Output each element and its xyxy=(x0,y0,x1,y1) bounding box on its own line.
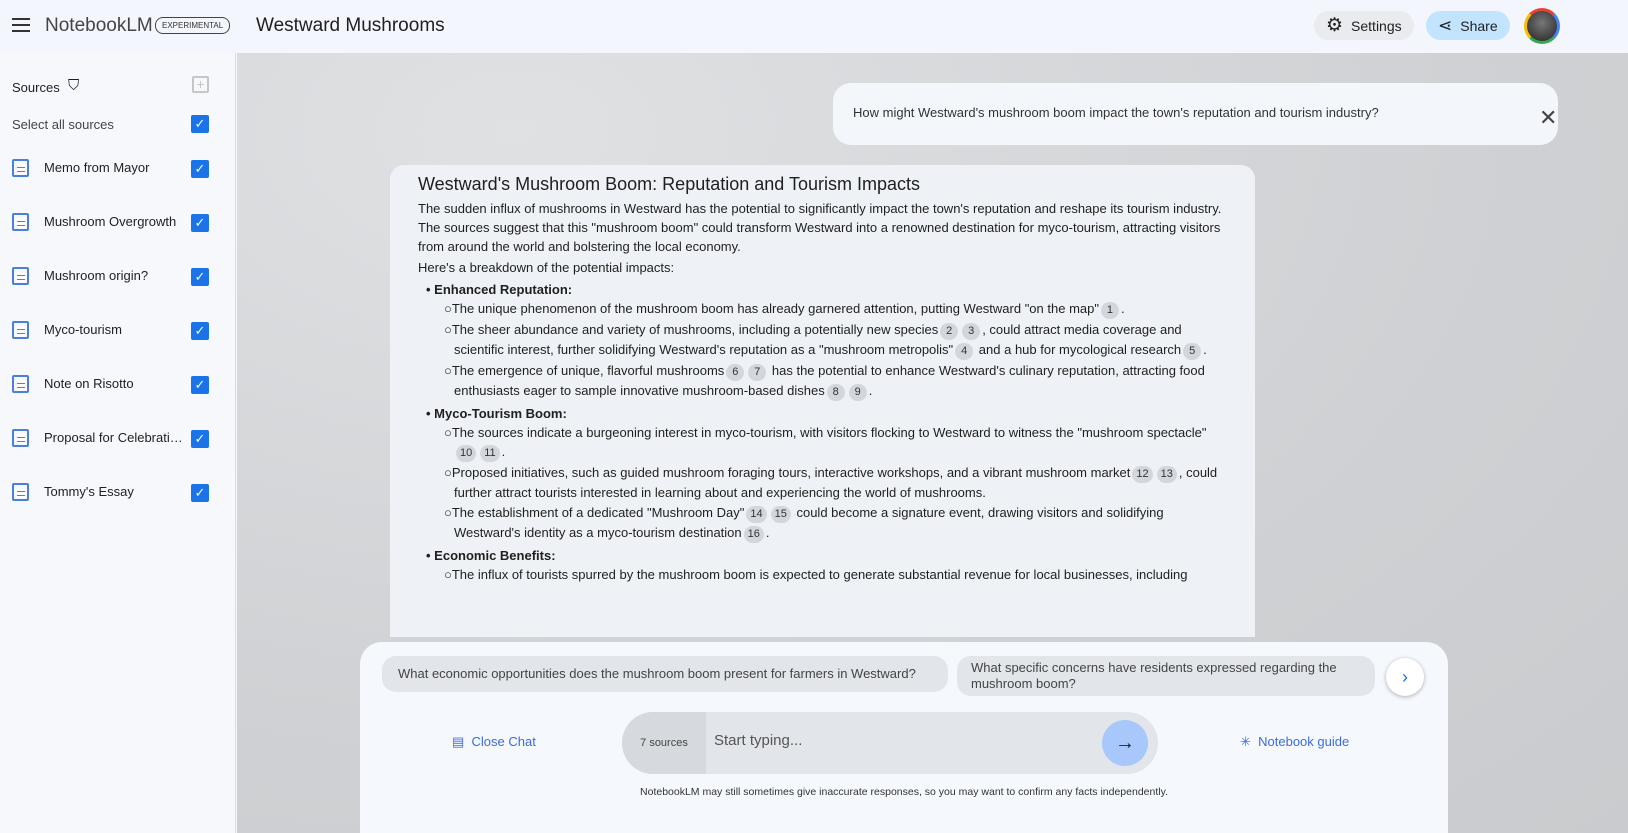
bullet-text: and a hub for mycological research xyxy=(975,342,1182,357)
citation-chip[interactable]: 13 xyxy=(1157,466,1177,483)
citation-chip[interactable]: 4 xyxy=(955,343,973,360)
source-checkbox[interactable]: ✓ xyxy=(191,322,209,340)
bullet-item: ○The sheer abundance and variety of mushrooms, including a potentially new species 2 3 , could attract media coverage and scientific interest, further solidifying Westward's reputation as a "mushroom metropolis" 4 and a hub for mycological research 5 . xyxy=(444,320,1227,360)
sparkle-icon: ✳ xyxy=(1240,734,1251,749)
bullet-text: has the potential to enhance Westward's culinary reputation, attracting food enthusiasts eager to sample innovative mushroom-based dishes xyxy=(454,363,1205,398)
bullet-text: , could attract media coverage and scientific interest, further solidifying Westward's reputation as a "mushroom metropolis" xyxy=(454,322,1182,357)
response-title: Westward's Mushroom Boom: Reputation and Tourism Impacts xyxy=(418,174,920,194)
app-logo[interactable]: NotebookLM xyxy=(45,15,153,36)
citation-chip[interactable]: 10 xyxy=(456,445,476,462)
citation-chip[interactable]: 5 xyxy=(1183,343,1201,360)
source-checkbox[interactable]: ✓ xyxy=(191,484,209,502)
bullet-item: ○The unique phenomenon of the mushroom boom has already garnered attention, putting Westward "on the map" 1 . xyxy=(444,299,1227,319)
notebook-guide-button[interactable] xyxy=(1240,734,1349,750)
section-heading-text: Economic Benefits: xyxy=(434,548,556,563)
notebook-title[interactable]: Westward Mushrooms xyxy=(256,15,445,36)
sources-sidebar xyxy=(0,53,236,833)
citation-chip[interactable]: 14 xyxy=(746,506,766,523)
citation-chip[interactable]: 16 xyxy=(744,526,764,543)
chevron-right-icon[interactable]: › xyxy=(1386,658,1424,696)
citation-chip[interactable]: 15 xyxy=(771,506,791,523)
citation-chip[interactable]: 8 xyxy=(827,384,845,401)
bullet-text: Proposed initiatives, such as guided mushroom foraging tours, interactive workshops, and a vibrant mushroom market xyxy=(451,465,1131,480)
source-item[interactable] xyxy=(0,479,236,509)
document-icon xyxy=(12,159,29,177)
section-heading: • Enhanced Reputation: xyxy=(426,282,573,297)
source-item[interactable] xyxy=(0,209,236,239)
select-all-checkbox[interactable]: ✓ xyxy=(191,115,209,133)
citation-chip[interactable]: 7 xyxy=(748,364,766,381)
bullet-text: , could further attract tourists interested in learning about and experiencing the world of mushrooms. xyxy=(454,465,1218,500)
source-label: Memo from Mayor xyxy=(44,160,150,175)
bullet-text: The unique phenomenon of the mushroom boom has already garnered attention, putting Westward "on the map" xyxy=(451,301,1099,316)
source-label: Tommy's Essay xyxy=(44,484,134,499)
bullet-text: could become a signature event, drawing visitors and solidifying Westward's identity as a myco-tourism destination xyxy=(454,505,1164,540)
response-lead: Here's a breakdown of the potential impacts: xyxy=(418,260,675,275)
response-card[interactable] xyxy=(390,165,1255,637)
citation-chip[interactable]: 9 xyxy=(849,384,867,401)
citation-chip[interactable]: 1 xyxy=(1101,302,1119,319)
citation-chip[interactable]: 6 xyxy=(726,364,744,381)
bullet-text: . xyxy=(765,525,770,540)
bullet-item: ○The establishment of a dedicated "Mushroom Day" 14 15 could become a signature event, drawing visitors and solidifying Westward's identity as a myco-tourism destination 16 . xyxy=(444,503,1227,543)
close-chat-icon: ▤ xyxy=(452,734,465,749)
disclaimer: NotebookLM may still sometimes give inaccurate responses, so you may want to confirm any facts independently. xyxy=(640,786,1168,798)
settings-label: Settings xyxy=(1351,17,1402,34)
section-heading-text: Myco-Tourism Boom: xyxy=(434,406,567,421)
source-label: Mushroom Overgrowth xyxy=(44,214,177,229)
bullet-item: ○The sources indicate a burgeoning interest in myco-tourism, with visitors flocking to Westward to witness the "mushroom spectacle"10 11 . xyxy=(444,423,1227,462)
bullet-item: ○The emergence of unique, flavorful mushrooms 6 7 has the potential to enhance Westward's culinary reputation, attracting food enthusiasts eager to sample innovative mushroom-based dishes 8 9 . xyxy=(444,361,1227,401)
source-checkbox[interactable]: ✓ xyxy=(191,430,209,448)
bullet-text: . xyxy=(868,383,873,398)
document-icon xyxy=(12,375,29,393)
bullet-text: The influx of tourists spurred by the mushroom boom is expected to generate substantial revenue for local businesses, including xyxy=(451,567,1188,582)
document-icon xyxy=(12,483,29,501)
bullet-text: The sources indicate a burgeoning interest in myco-tourism, with visitors flocking to Westward to witness the "mushroom spectacle" xyxy=(451,425,1207,440)
source-count[interactable]: 7 sources xyxy=(622,712,706,774)
share-button[interactable] xyxy=(1426,11,1510,40)
source-label: Proposal for Celebration xyxy=(44,430,184,445)
source-item[interactable] xyxy=(0,155,236,185)
bullet-text: . xyxy=(1203,342,1207,357)
add-source-button[interactable]: + xyxy=(192,76,209,93)
chat-input[interactable] xyxy=(622,712,1158,774)
citation-chip[interactable]: 2 xyxy=(940,323,958,340)
section-heading: • Myco-Tourism Boom: xyxy=(426,406,567,421)
source-checkbox[interactable]: ✓ xyxy=(191,214,209,232)
share-label: Share xyxy=(1460,17,1498,34)
settings-button[interactable] xyxy=(1314,11,1414,40)
bullet-item: ○The influx of tourists spurred by the mushroom boom is expected to generate substantial revenue for local businesses, including xyxy=(444,567,1188,582)
experimental-badge: EXPERIMENTAL xyxy=(155,17,230,34)
chat-input-panel xyxy=(360,642,1448,833)
citation-chip[interactable]: 11 xyxy=(480,445,499,462)
source-item[interactable] xyxy=(0,317,236,347)
citation-chip[interactable]: 3 xyxy=(962,323,980,340)
source-checkbox[interactable]: ✓ xyxy=(191,376,209,394)
sources-heading: Sources xyxy=(12,80,60,95)
source-item[interactable] xyxy=(0,263,236,293)
send-arrow-icon[interactable]: → xyxy=(1102,720,1148,766)
source-label: Mushroom origin? xyxy=(44,268,149,283)
bullet-text: The emergence of unique, flavorful mushrooms xyxy=(451,363,725,378)
shield-icon: ⛉ xyxy=(68,77,80,94)
bullet-text: . xyxy=(1120,301,1125,316)
bullet-item: ○Proposed initiatives, such as guided mushroom foraging tours, interactive workshops, and a vibrant mushroom market 12 13 , could further attract tourists interested in learning about and experiencing the world of mushrooms. xyxy=(444,465,1218,500)
bullet-text: The sheer abundance and variety of mushrooms, including a potentially new species xyxy=(451,322,939,337)
source-checkbox[interactable]: ✓ xyxy=(191,268,209,286)
suggestion-chip[interactable]: What economic opportunities does the mushroom boom present for farmers in Westward? xyxy=(382,656,948,692)
document-icon xyxy=(12,213,29,231)
document-icon xyxy=(12,321,29,339)
bullet-text: . xyxy=(501,444,506,459)
close-icon[interactable]: ✕ xyxy=(1539,105,1558,130)
section-heading: • Economic Benefits: xyxy=(426,548,556,563)
gear-icon: ⚙ xyxy=(1326,15,1344,36)
source-checkbox[interactable]: ✓ xyxy=(191,160,209,178)
close-chat-button[interactable] xyxy=(452,734,536,750)
select-all-label: Select all sources xyxy=(12,117,114,132)
close-chat-label: Close Chat xyxy=(471,734,536,749)
notebook-guide-label: Notebook guide xyxy=(1258,734,1350,749)
response-intro: The sudden influx of mushrooms in Westward has the potential to significantly impact the town's reputation and reshape its tourism industry. The sources suggest that this "mushroom boom" could transform Westward into a renowned destination for myco-tourism, attracting visitors from around the world and bolstering the local economy. xyxy=(418,201,1222,254)
document-icon xyxy=(12,267,29,285)
suggestion-chip[interactable]: What specific concerns have residents expressed regarding the mushroom boom? xyxy=(957,656,1375,696)
source-item[interactable] xyxy=(0,371,236,401)
avatar[interactable] xyxy=(1524,8,1560,44)
share-icon: ⋖ xyxy=(1438,15,1453,35)
source-label: Myco-tourism xyxy=(44,322,123,337)
section-heading-text: Enhanced Reputation: xyxy=(434,282,573,297)
menu-icon[interactable] xyxy=(12,18,30,32)
source-label: Note on Risotto xyxy=(44,376,134,391)
document-icon xyxy=(12,429,29,447)
citation-chip[interactable]: 12 xyxy=(1132,466,1152,483)
source-item[interactable] xyxy=(0,425,236,455)
bullet-text: The establishment of a dedicated "Mushroom Day" xyxy=(451,505,745,520)
user-question: How might Westward's mushroom boom impact the town's reputation and tourism industry? xyxy=(833,83,1558,145)
input-placeholder[interactable]: Start typing... xyxy=(714,732,803,749)
top-bar xyxy=(0,0,1628,53)
